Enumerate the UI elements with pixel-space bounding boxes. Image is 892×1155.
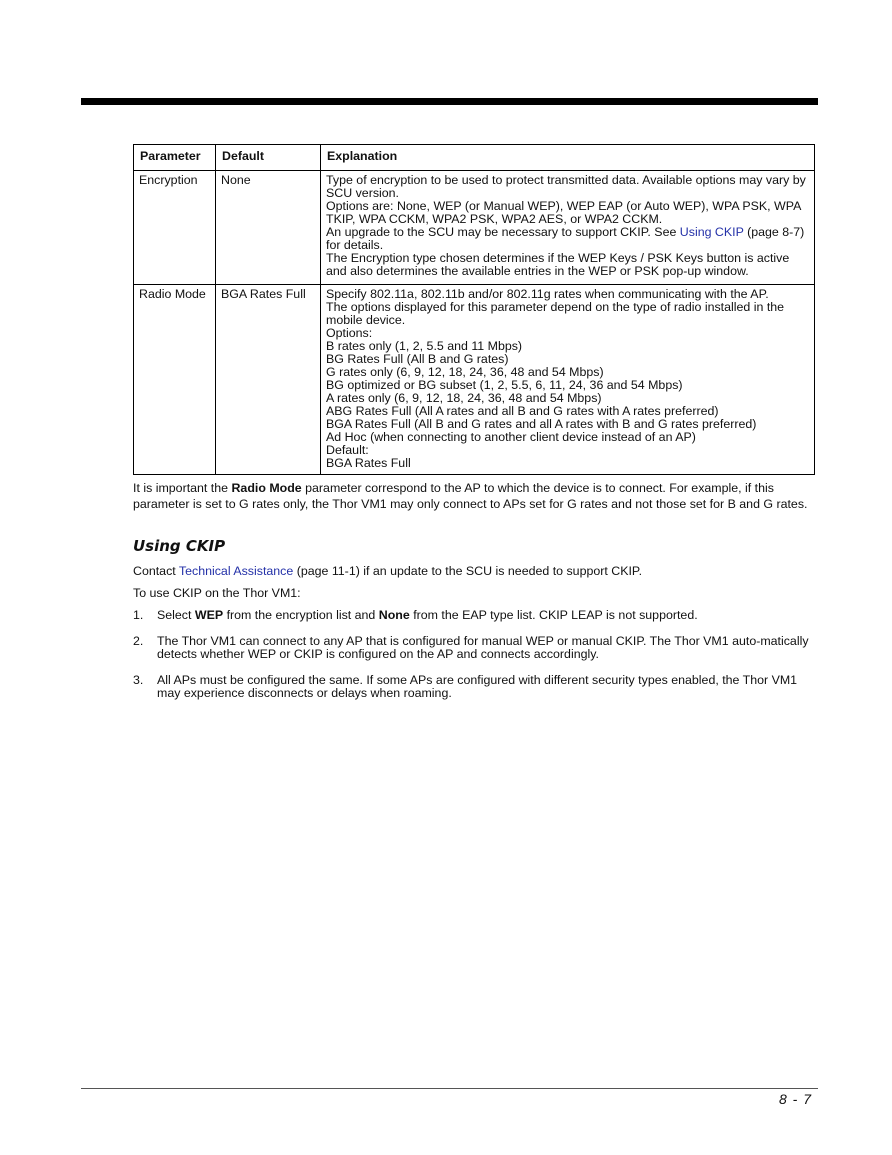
- header-rule: [81, 98, 818, 105]
- steps-intro: To use CKIP on the Thor VM1:: [133, 586, 301, 600]
- text-fragment: An upgrade to the SCU may be necessary to support CKIP. See: [326, 225, 680, 239]
- text-fragment: from the encryption list and: [223, 608, 379, 622]
- explanation-line: Ad Hoc (when connecting to another client device instead of an AP): [326, 430, 696, 444]
- explanation-line: Default:: [326, 443, 369, 457]
- cell-parameter: Radio Mode: [134, 285, 216, 475]
- table-header-row: [134, 145, 815, 171]
- list-item: [133, 674, 817, 700]
- bold-term: Radio Mode: [231, 481, 302, 495]
- step-number: 3.: [133, 673, 144, 687]
- steps-list: [133, 609, 817, 713]
- explanation-line: BG optimized or BG subset (1, 2, 5.5, 6, 11, 24, 36 and 54 Mbps): [326, 378, 683, 392]
- text-fragment: It is important the: [133, 481, 232, 495]
- table-row-radio-mode: [134, 285, 815, 475]
- parameter-table: [133, 144, 815, 475]
- explanation-line: Specify 802.11a, 802.11b and/or 802.11g rates when communicating with the AP.: [326, 287, 769, 301]
- explanation-line: The options displayed for this parameter depend on the type of radio installed in the mobile device.: [326, 300, 785, 327]
- cell-default: None: [216, 171, 321, 285]
- text-fragment: parameter correspond to the AP to which the device is to connect. For example, if this parameter is set to G rates only, the Thor VM1 may only connect to APs set for G rates and not those set for B and G rates.: [133, 481, 808, 511]
- column-header-parameter: Parameter: [134, 145, 216, 171]
- explanation-line: A rates only (6, 9, 12, 18, 24, 36, 48 and 54 Mbps): [326, 391, 602, 405]
- page-number: 8 - 7: [778, 1091, 812, 1107]
- text-fragment: Contact: [133, 564, 179, 578]
- explanation-line: ABG Rates Full (All A rates and all B and G rates with A rates preferred): [326, 404, 719, 418]
- step-number: 2.: [133, 634, 144, 648]
- step-number: 1.: [133, 608, 144, 622]
- cell-parameter: Encryption: [134, 171, 216, 285]
- explanation-line: BG Rates Full (All B and G rates): [326, 352, 509, 366]
- column-header-explanation: Explanation: [321, 145, 815, 171]
- explanation-line: G rates only (6, 9, 12, 18, 24, 36, 48 and 54 Mbps): [326, 365, 604, 379]
- radio-mode-note: [133, 480, 817, 512]
- bold-term: None: [378, 608, 410, 622]
- table-row-encryption: [134, 171, 815, 285]
- technical-assistance-link[interactable]: Technical Assistance: [178, 564, 294, 578]
- text-fragment: (page 11-1) if an update to the SCU is needed to support CKIP.: [293, 564, 643, 578]
- explanation-line: BGA Rates Full (All B and G rates and all A rates with B and G rates preferred): [326, 417, 757, 431]
- cell-explanation: [321, 285, 815, 475]
- bold-term: WEP: [194, 608, 224, 622]
- step-text: The Thor VM1 can connect to any AP that is configured for manual WEP or manual CKIP. The Thor VM1 auto-matically detects whether WEP or CKIP is configured on the AP and connects accordingly.: [157, 634, 809, 661]
- cell-default: BGA Rates Full: [216, 285, 321, 475]
- footer-rule: [81, 1088, 818, 1089]
- text-fragment: Select: [157, 608, 195, 622]
- text-fragment: (page 8-7) for details.: [326, 225, 805, 252]
- explanation-line: The Encryption type chosen determines if the WEP Keys / PSK Keys button is active and also determines the available entries in the WEP or PSK pop-up window.: [326, 251, 790, 278]
- list-item: [133, 635, 817, 661]
- explanation-line: Options are: None, WEP (or Manual WEP), WEP EAP (or Auto WEP), WPA PSK, WPA TKIP, WPA CCKM, WPA2 PSK, WPA2 AES, or WPA2 CCKM.: [326, 199, 801, 226]
- using-ckip-link[interactable]: Using CKIP: [679, 225, 744, 239]
- explanation-line: B rates only (1, 2, 5.5 and 11 Mbps): [326, 339, 523, 353]
- explanation-line: BGA Rates Full: [326, 456, 411, 470]
- contact-paragraph: [133, 563, 817, 579]
- explanation-line: [326, 226, 810, 252]
- column-header-default: Default: [216, 145, 321, 171]
- text-fragment: from the EAP type list. CKIP LEAP is not supported.: [409, 608, 698, 622]
- explanation-line: Options:: [326, 326, 373, 340]
- step-text: All APs must be configured the same. If some APs are configured with different security types enabled, the Thor VM1 may experience disconnects or delays when roaming.: [157, 673, 798, 700]
- section-heading: Using CKIP: [133, 537, 226, 555]
- list-item: [133, 609, 817, 622]
- explanation-line: Type of encryption to be used to protect transmitted data. Available options may vary by SCU version.: [326, 173, 806, 200]
- cell-explanation: [321, 171, 815, 285]
